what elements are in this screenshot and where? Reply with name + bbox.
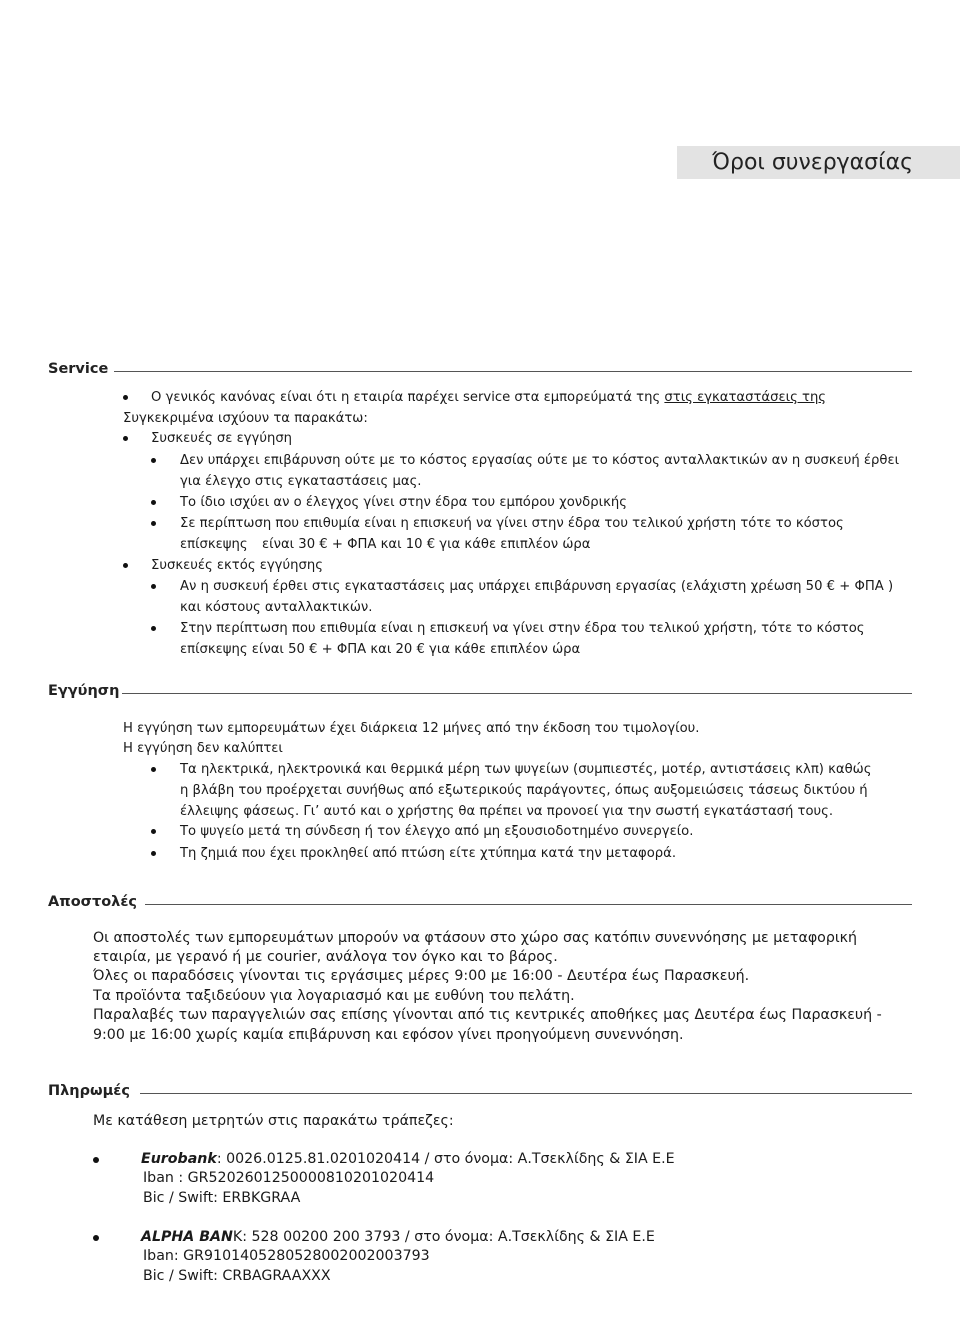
eurobank-iban: Iban : GR5202601250000810201020414 [143,1170,435,1186]
payments-intro: Με κατάθεση μετρητών στις παρακάτω τράπεζες: [93,1113,454,1129]
bullet [151,829,156,834]
eurobank-account: Eurobank: 0026.0125.81.0201020414 / στο όνομα: Α.Τσεκλίδης & ΣΙΑ Ε.Ε [141,1151,675,1167]
section-divider [145,904,912,905]
premises-link-text: στις εγκαταστάσεις της [664,390,827,405]
section-header-payments [48,1083,912,1103]
section-title: Αποστολές [48,894,138,910]
warranty-item-2: Το ψυγείο μετά τη σύνδεση ή τον έλεγχο από μη εξουσιοδοτημένο συνεργείο. [180,824,694,839]
service-item-3-line-1: Σε περίπτωση που επιθυμία είναι η επισκευή να γίνει στην έδρα του τελικού χρήστη τότε το κόστος [180,516,844,531]
service-item-3-line-2b: είναι 30 € + ΦΠΑ και 10 € για κάθε επιπλέον ώρα [262,537,591,552]
title-band [677,146,960,179]
bullet [123,395,128,400]
shipping-line-2: εταιρία, με γερανό ή με courier, ανάλογα τον όγκο και το βάρος. [93,949,558,965]
service-general-rule: Ο γενικός κανόνας είναι ότι η εταιρία παρέχει service στα εμπορεύματά της στις εγκαταστάσεις της [151,390,827,405]
bullet [123,563,128,568]
service-item-1-line-2: για έλεγχο στις εγκαταστάσεις μας. [180,474,422,489]
section-divider [140,1093,912,1094]
section-title: Εγγύηση [48,683,120,699]
warranty-duration: Η εγγύηση των εμπορευμάτων έχει διάρκεια 12 μήνες από την έκδοση του τιμολογίου. [123,721,700,736]
bullet [123,436,128,441]
under-warranty-heading: Συσκευές σε εγγύηση [151,431,293,446]
warranty-item-1-line-2: η βλάβη του προέρχεται συνήθως από εξωτερικούς παράγοντες, όπως αυξομειώσεις τάσεως δικτύου ή [180,783,868,798]
page-title: Όροι συνεργασίας [712,150,913,175]
section-header-warranty [48,683,912,703]
alpha-bank-swift: Bic / Swift: CRBAGRAAXXX [143,1268,331,1284]
out-of-warranty-heading: Συσκευές εκτός εγγύησης [151,558,323,573]
warranty-item-1-line-1: Τα ηλεκτρικά, ηλεκτρονικά και θερμικά μέρη των ψυγείων (συμπιεστές, μοτέρ, αντιστάσεις κλπ) καθώς [180,762,872,777]
section-title: Service [48,361,109,377]
warranty-item-3: Τη ζημιά που έχει προκληθεί από πτώση είτε χτύπημα κατά την μεταφορά. [180,846,677,861]
section-header-service [48,361,912,381]
service-item-1-line-1: Δεν υπάρχει επιβάρυνση ούτε με το κόστος εργασίας ούτε με το κόστος ανταλλακτικών αν η συσκευή έρθει [180,453,900,468]
service-item-4-line-2: και κόστους ανταλλακτικών. [180,600,373,615]
section-divider [122,693,912,694]
bullet [151,500,156,505]
eurobank-swift: Bic / Swift: ERBKGRAA [143,1190,301,1206]
section-title: Πληρωμές [48,1083,130,1099]
eurobank-name: Eurobank [141,1151,217,1167]
service-item-5-line-2: επίσκεψης είναι 50 € + ΦΠΑ και 20 € για κάθε επιπλέον ώρα [180,642,581,657]
bullet [151,851,156,856]
service-item-3-line-2a: επίσκεψης [180,537,248,552]
bullet [93,1157,99,1163]
warranty-not-covered: Η εγγύηση δεν καλύπτει [123,741,283,756]
alpha-bank-iban: Iban: GR9101405280528002002003793 [143,1248,430,1264]
bullet [151,767,156,772]
shipping-line-3: Όλες οι παραδόσεις γίνονται τις εργάσιμες μέρες 9:00 με 16:00 - Δευτέρα έως Παρασκευή. [93,968,750,984]
alpha-bank-account: ALPHA BANK: 528 00200 200 3793 / στο όνομα: Α.Τσεκλίδης & ΣΙΑ Ε.Ε [141,1229,655,1245]
warranty-item-1-line-3: έλλειψης φάσεως. Γι’ αυτό και ο χρήστης θα πρέπει να προνοεί για την σωστή εγκατάστασή τους. [180,804,834,819]
alpha-bank-name: ALPHA BAN [141,1229,233,1245]
service-item-5-line-1: Στην περίπτωση που επιθυμία είναι η επισκευή να γίνει στην έδρα του τελικού χρήστη, τότε το κόστος [180,621,865,636]
bullet [151,626,156,631]
section-divider [114,371,912,372]
bullet [93,1235,99,1241]
bullet [151,521,156,526]
shipping-line-6: 9:00 με 16:00 χωρίς καμία επιβάρυνση και εφόσον γίνει προηγούμενη συνεννόηση. [93,1027,684,1043]
section-header-shipping [48,894,912,914]
shipping-line-5: Παραλαβές των παραγγελιών σας επίσης γίνονται από τις κεντρικές αποθήκες μας Δευτέρα έως Παρασκευή - [93,1007,882,1023]
shipping-line-1: Οι αποστολές των εμπορευμάτων μπορούν να φτάσουν στο χώρο σας κατόπιν συνεννόησης με μεταφορική [93,930,858,946]
service-item-4-line-1: Αν η συσκευή έρθει στις εγκαταστάσεις μας υπάρχει επιβάρυνση εργασίας (ελάχιστη χρέωση 50 € + ΦΠΑ ) [180,579,894,594]
service-specifically: Συγκεκριμένα ισχύουν τα παρακάτω: [123,411,368,426]
bullet [151,458,156,463]
shipping-line-4: Τα προϊόντα ταξιδεύουν για λογαριασμό και με ευθύνη του πελάτη. [93,988,575,1004]
bullet [151,584,156,589]
service-item-2: Το ίδιο ισχύει αν ο έλεγχος γίνει στην έδρα του εμπόρου χονδρικής [180,495,627,510]
